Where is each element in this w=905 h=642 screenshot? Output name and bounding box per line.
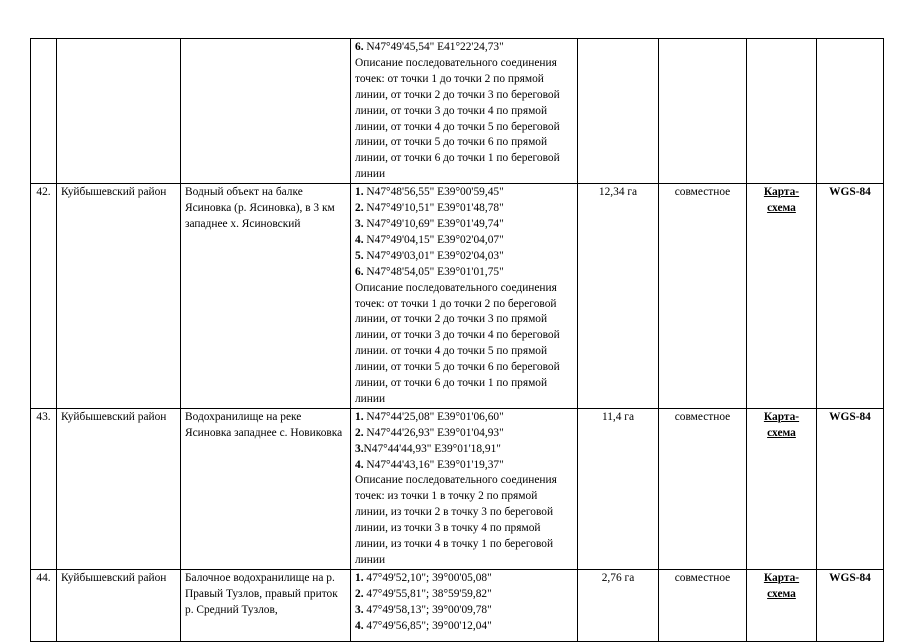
coordinate-point <box>355 217 573 233</box>
coordinate-system-cell <box>817 569 884 641</box>
coordinate-point <box>355 603 573 619</box>
district-cell: Куйбышевский район <box>57 408 181 569</box>
point-coordinates: N47°49'03,01" E39°02'04,03" <box>363 249 504 262</box>
point-number: 6. <box>355 41 364 53</box>
point-number: 2. <box>355 426 364 439</box>
point-number: 2. <box>355 587 364 600</box>
map-scheme-link[interactable]: Карта-схема <box>763 571 800 600</box>
row-number-cell <box>31 39 57 184</box>
map-scheme-link[interactable]: Карта-схема <box>763 186 800 215</box>
coordinate-point <box>355 426 573 442</box>
area-cell <box>578 39 659 184</box>
point-coordinates: N47°49'10,69" E39°01'49,74" <box>363 217 504 230</box>
point-number: 3. <box>355 217 364 230</box>
point-number: 1. <box>355 186 364 199</box>
coordinate-point <box>355 201 573 217</box>
area-cell: 2,76 га <box>578 569 659 641</box>
point-coordinates: N47°49'45,54" E41°22'24,73" <box>363 41 504 53</box>
coordinate-point <box>355 619 573 635</box>
ownership-cell: совместное <box>659 569 747 641</box>
district-cell <box>57 39 181 184</box>
coordinates-cell <box>351 184 578 409</box>
district-cell: Куйбышевский район <box>57 569 181 641</box>
point-number: 4. <box>355 233 364 246</box>
table-row <box>31 408 884 569</box>
point-coordinates: 47°49'58,13"; 39°00'09,78" <box>363 603 492 616</box>
ownership-cell: совместное <box>659 184 747 409</box>
coordinates-cell <box>351 408 578 569</box>
coordinate-point <box>355 249 573 265</box>
coordinate-point <box>355 410 573 426</box>
coordinate-point <box>355 265 573 281</box>
coordinate-system-label: WGS-84 <box>829 186 871 199</box>
point-coordinates: 47°49'55,81"; 38°59'59,82" <box>363 587 492 600</box>
point-number: 4. <box>355 619 364 632</box>
coordinate-point <box>355 587 573 603</box>
point-number: 5. <box>355 249 364 262</box>
coordinate-point <box>355 233 573 249</box>
map-scheme-cell <box>747 569 817 641</box>
point-number: 6. <box>355 265 364 278</box>
point-coordinates: N47°48'54,05" E39°01'01,75" <box>363 265 504 278</box>
coordinate-point <box>355 458 573 474</box>
connection-description: Описание последовательного соединения точек: от точки 1 до точки 2 по прямой линии, от точки 2 до точки 3 по береговой линии, от точки 3 до точки 4 по прямой линии, от точки 4 до точки 5 по береговой линии, от точки 5 до точки 6 по прямой линии, от точки 6 до точки 1 по береговой линии <box>355 56 560 181</box>
coordinate-point <box>355 571 573 587</box>
point-coordinates: 47°49'52,10"; 39°00'05,08" <box>363 571 492 584</box>
ownership-cell: совместное <box>659 408 747 569</box>
area-cell: 11,4 га <box>578 408 659 569</box>
water-objects-table <box>30 38 884 642</box>
point-coordinates: N47°44'44,93" E39°01'18,91" <box>363 442 501 455</box>
point-number: 3. <box>355 603 364 616</box>
table-row <box>31 39 884 184</box>
coordinate-point <box>355 185 573 201</box>
connection-description: Описание последовательного соединения точек: из точки 1 в точку 2 по прямой линии, из точки 2 в точку 3 по береговой линии, из точки 3 в точку 4 по прямой линии, из точки 4 в точку 1 по береговой линии <box>355 474 557 566</box>
object-name-cell: Водохранилище на реке Ясиновка западнее с. Новиковка <box>181 408 351 569</box>
area-cell: 12,34 га <box>578 184 659 409</box>
point-coordinates: N47°44'26,93" E39°01'04,93" <box>363 426 504 439</box>
coordinate-point <box>355 40 573 56</box>
point-coordinates: N47°44'43,16" E39°01'19,37" <box>363 458 504 471</box>
row-number-cell: 43. <box>31 408 57 569</box>
object-name-cell: Водный объект на балке Ясиновка (р. Ясиновка), в 3 км западнее х. Ясиновский <box>181 184 351 409</box>
row-number-cell: 42. <box>31 184 57 409</box>
point-number: 1. <box>355 571 364 584</box>
point-number: 4. <box>355 458 364 471</box>
point-number: 1. <box>355 410 364 423</box>
point-coordinates: N47°48'56,55" E39°00'59,45" <box>363 186 504 199</box>
object-name-cell: Балочное водохранилище на р. Правый Тузлов, правый приток р. Средний Тузлов, <box>181 569 351 641</box>
coordinate-system-cell <box>817 184 884 409</box>
object-name-cell <box>181 39 351 184</box>
coordinate-system-label: WGS-84 <box>829 571 871 584</box>
point-number: 2. <box>355 202 364 215</box>
map-scheme-cell <box>747 184 817 409</box>
map-scheme-cell <box>747 408 817 569</box>
point-coordinates: 47°49'56,85"; 39°00'12,04" <box>363 619 492 632</box>
map-scheme-cell <box>747 39 817 184</box>
table-row <box>31 569 884 641</box>
ownership-cell <box>659 39 747 184</box>
district-cell: Куйбышевский район <box>57 184 181 409</box>
row-number-cell: 44. <box>31 569 57 641</box>
coordinate-system-cell <box>817 408 884 569</box>
map-scheme-link[interactable]: Карта-схема <box>763 410 800 439</box>
coordinate-system-label: WGS-84 <box>829 410 871 423</box>
coordinate-point <box>355 442 573 458</box>
table-row <box>31 184 884 409</box>
coordinate-system-cell <box>817 39 884 184</box>
point-number: 3. <box>355 442 364 455</box>
coordinates-cell <box>351 569 578 641</box>
connection-description: Описание последовательного соединения точек: от точки 1 до точки 2 по береговой линии, от точки 2 до точки 3 по прямой линии, от точки 3 до точки 4 по береговой линии. от точки 4 до точки 5 по прямой линии, от точки 5 до точки 6 по береговой линии, от точки 6 до точки 1 по прямой линии <box>355 281 560 405</box>
point-coordinates: N47°49'10,51" E39°01'48,78" <box>363 202 504 215</box>
point-coordinates: N47°49'04,15" E39°02'04,07" <box>363 233 504 246</box>
point-coordinates: N47°44'25,08" E39°01'06,60" <box>363 410 504 423</box>
coordinates-cell <box>351 39 578 184</box>
